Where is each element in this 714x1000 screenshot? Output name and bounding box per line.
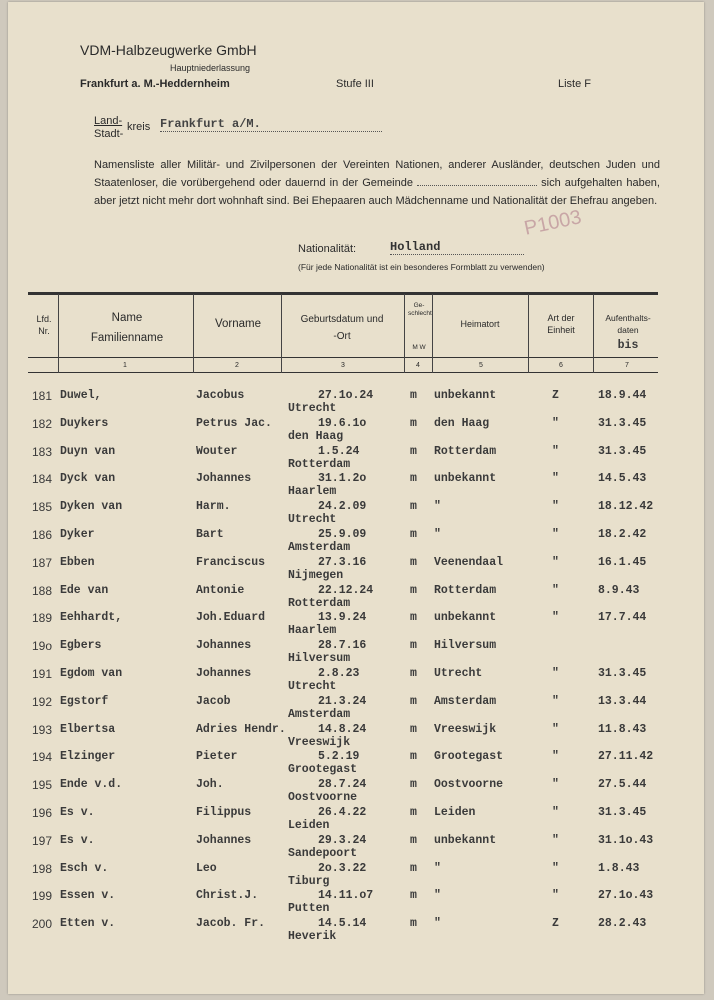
row-first-name: Christ.J.: [196, 889, 259, 903]
table-colnum-divider: [28, 372, 658, 373]
row-first-name: Jacob. Fr.: [196, 917, 266, 931]
row-first-name: Filippus: [196, 806, 252, 819]
gemeinde-blank: [417, 176, 537, 186]
row-birth-place: Leiden: [288, 819, 330, 832]
row-family-name: Duyn van: [60, 444, 116, 458]
colnum-1: 1: [123, 362, 127, 369]
row-first-name: Johannes: [196, 472, 252, 486]
row-unit-type: ": [552, 833, 559, 847]
row-home-town: unbekannt: [434, 611, 497, 625]
row-number: 194: [32, 750, 53, 765]
colnum-4: 4: [416, 362, 420, 369]
pencil-annotation: P1003: [522, 206, 584, 240]
row-sex: m: [410, 583, 417, 597]
row-birth-date: 21.3.24: [318, 694, 367, 708]
row-number: 185: [32, 500, 53, 515]
row-first-name: Leo: [196, 861, 217, 875]
row-stay-until: 28.2.43: [598, 917, 647, 931]
row-home-town: ": [434, 889, 441, 903]
row-birth-place: Rotterdam: [288, 596, 351, 610]
row-sex: m: [410, 389, 417, 402]
row-family-name: Egdom van: [60, 667, 123, 680]
row-birth-date: 2o.3.22: [318, 861, 367, 875]
colnum-2: 2: [235, 362, 239, 369]
row-unit-type: ": [552, 806, 559, 819]
row-number: 196: [32, 806, 53, 820]
row-stay-until: 27.11.42: [598, 750, 654, 764]
row-stay-until: 31.1o.43: [598, 833, 654, 847]
row-sex: m: [410, 833, 417, 847]
intro-paragraph: [94, 156, 660, 210]
row-stay-until: 31.3.45: [598, 444, 647, 458]
row-birth-place: Utrecht: [288, 680, 337, 693]
row-first-name: Pieter: [196, 750, 238, 764]
row-number: 182: [32, 416, 53, 431]
row-birth-date: 13.9.24: [318, 611, 367, 625]
row-home-town: Rotterdam: [434, 583, 497, 597]
row-birth-date: 2.8.23: [318, 667, 360, 680]
nationality-value: Holland: [390, 240, 524, 255]
col-divider-6: [528, 294, 529, 373]
row-birth-date: 14.8.24: [318, 722, 367, 736]
row-number: 192: [32, 694, 53, 709]
row-birth-place: Tiburg: [288, 874, 330, 888]
row-home-town: Oostvoorne: [434, 778, 504, 792]
row-birth-place: Nijmegen: [288, 568, 344, 582]
row-home-town: unbekannt: [434, 472, 497, 486]
nationality-label: Nationalität:: [298, 243, 357, 255]
row-birth-date: 19.6.1o: [318, 416, 367, 430]
kreis-value: Frankfurt a/M.: [160, 117, 382, 132]
row-unit-type: ": [552, 500, 559, 514]
row-birth-place: Putten: [288, 902, 330, 916]
row-number: 200: [32, 917, 53, 932]
row-unit-type: ": [552, 528, 559, 541]
row-number: 191: [32, 667, 53, 681]
row-stay-until: 18.12.42: [598, 500, 654, 514]
header-stay-bis: bis: [617, 339, 639, 352]
row-birth-date: 26.4.22: [318, 806, 367, 819]
row-stay-until: 18.9.44: [598, 389, 647, 402]
row-birth-place: Haarlem: [288, 624, 337, 638]
row-birth-date: 27.3.16: [318, 555, 367, 569]
row-number: 19o: [32, 639, 53, 654]
row-birth-place: Oostvoorne: [288, 791, 358, 805]
row-sex: m: [410, 611, 417, 625]
row-unit-type: ": [552, 583, 559, 597]
row-number: 187: [32, 555, 53, 570]
row-birth-place: Hilversum: [288, 652, 351, 666]
land-stadt-label: [94, 115, 123, 141]
colnum-3: 3: [341, 362, 345, 369]
row-first-name: Petrus Jac.: [196, 416, 272, 430]
row-stay-until: 18.2.42: [598, 528, 647, 541]
row-birth-place: Utrecht: [288, 402, 337, 415]
nationality-note: (Für jede Nationalität ist ein besonderes Formblatt zu verwenden): [298, 262, 545, 272]
row-first-name: Antonie: [196, 583, 245, 597]
row-birth-place: Grootegast: [288, 763, 358, 777]
row-birth-place: Haarlem: [288, 485, 337, 499]
colnum-7: 7: [625, 362, 629, 369]
row-first-name: Jacob: [196, 694, 231, 708]
row-home-town: Vreeswijk: [434, 722, 497, 736]
row-sex: m: [410, 917, 417, 931]
row-family-name: Duykers: [60, 416, 109, 430]
row-number: 188: [32, 583, 53, 598]
row-family-name: Es v.: [60, 806, 95, 819]
company-city: Frankfurt a. M.-Heddernheim: [80, 78, 230, 90]
row-unit-type: ": [552, 750, 559, 764]
header-unit: Art der Einheit: [547, 313, 575, 335]
row-stay-until: 31.3.45: [598, 416, 647, 430]
header-home: Heimatort: [460, 319, 500, 329]
row-birth-date: 31.1.2o: [318, 472, 367, 486]
row-family-name: Egbers: [60, 639, 102, 653]
intro-text-2: sich aufgehalten haben, aber jetzt nicht mehr dort wohnhaft sind. Bei Ehepaaren auch Mädchenname und Nationalität der Ehefrau angeben.: [94, 177, 660, 207]
row-birth-date: 29.3.24: [318, 833, 367, 847]
row-family-name: Duwel,: [60, 389, 102, 402]
row-family-name: Eehhardt,: [60, 611, 123, 625]
row-home-town: Hilversum: [434, 639, 497, 653]
row-first-name: Harm.: [196, 500, 231, 514]
colnum-5: 5: [479, 362, 483, 369]
header-birth: Geburtsdatum und -Ort: [300, 314, 384, 342]
row-first-name: Adries Hendr.: [196, 722, 286, 736]
row-unit-type: ": [552, 416, 559, 430]
row-home-town: Amsterdam: [434, 694, 497, 708]
row-unit-type: ": [552, 667, 559, 680]
header-sex: Ge-schlecht: [408, 302, 432, 317]
header-sex-mw: M W: [412, 344, 426, 351]
row-number: 183: [32, 444, 53, 459]
row-family-name: Essen v.: [60, 889, 116, 903]
row-birth-date: 27.1o.24: [318, 389, 374, 402]
row-home-town: ": [434, 917, 441, 931]
row-stay-until: 11.8.43: [598, 722, 647, 736]
row-family-name: Ebben: [60, 555, 95, 569]
col-divider-3: [281, 294, 282, 373]
land-label: Land-: [94, 115, 123, 127]
header-first: Vorname: [214, 318, 262, 330]
row-unit-type: ": [552, 472, 559, 486]
row-unit-type: ": [552, 611, 559, 625]
row-stay-until: 8.9.43: [598, 583, 640, 597]
row-home-town: Veenendaal: [434, 555, 504, 569]
row-first-name: Jacobus: [196, 389, 245, 402]
table-top-border: [28, 292, 658, 295]
row-family-name: Esch v.: [60, 861, 109, 875]
row-first-name: Bart: [196, 528, 224, 541]
row-stay-until: 13.3.44: [598, 694, 647, 708]
row-birth-place: Sandepoort: [288, 846, 358, 860]
intro-text-1: Namensliste aller Militär- und Zivilpersonen der Vereinten Nationen, anderer Ausländer, deutschen Juden und Staatenloser, die vorübergehend oder dauernd in der Gemeinde: [94, 159, 660, 189]
kreis-label: kreis: [127, 121, 151, 133]
row-stay-until: 27.1o.43: [598, 889, 654, 903]
stufe-label: Stufe III: [336, 78, 374, 90]
row-number: 186: [32, 528, 53, 542]
row-number: 181: [32, 389, 53, 403]
row-birth-date: 28.7.24: [318, 778, 367, 792]
row-birth-place: Rotterdam: [288, 457, 351, 471]
row-birth-date: 1.5.24: [318, 444, 360, 458]
row-number: 195: [32, 778, 53, 793]
row-first-name: Johannes: [196, 667, 252, 680]
row-sex: m: [410, 667, 417, 680]
row-birth-date: 24.2.09: [318, 500, 367, 514]
row-birth-place: Vreeswijk: [288, 735, 351, 749]
row-family-name: Egstorf: [60, 694, 109, 708]
row-birth-place: Amsterdam: [288, 541, 351, 554]
row-unit-type: ": [552, 889, 559, 903]
row-birth-date: 5.2.19: [318, 750, 360, 764]
row-home-town: Utrecht: [434, 667, 483, 680]
colnum-6: 6: [559, 362, 563, 369]
row-home-town: ": [434, 528, 441, 541]
row-family-name: Ende v.d.: [60, 778, 123, 792]
row-birth-date: 22.12.24: [318, 583, 374, 597]
row-birth-date: 25.9.09: [318, 528, 367, 541]
row-unit-type: ": [552, 861, 559, 875]
row-sex: m: [410, 722, 417, 736]
row-family-name: Dyck van: [60, 472, 116, 486]
liste-label: Liste F: [558, 78, 592, 90]
row-sex: m: [410, 555, 417, 569]
row-home-town: ": [434, 500, 441, 514]
row-home-town: Rotterdam: [434, 444, 497, 458]
row-stay-until: 31.3.45: [598, 806, 647, 819]
col-divider-5: [432, 294, 433, 373]
row-family-name: Elbertsa: [60, 722, 116, 736]
row-unit-type: ": [552, 555, 559, 569]
header-nr: Lfd. Nr.: [36, 314, 52, 336]
row-sex: m: [410, 806, 417, 819]
row-sex: m: [410, 750, 417, 764]
row-first-name: Joh.: [196, 778, 224, 792]
col-divider-2: [193, 294, 194, 373]
row-birth-date: 14.11.o7: [318, 889, 374, 903]
row-unit-type: Z: [552, 389, 559, 402]
row-first-name: Franciscus: [196, 555, 266, 569]
row-sex: m: [410, 694, 417, 708]
row-sex: m: [410, 639, 417, 653]
row-sex: m: [410, 444, 417, 458]
row-home-town: Grootegast: [434, 750, 504, 764]
row-family-name: Dyken van: [60, 500, 123, 514]
row-sex: m: [410, 500, 417, 514]
row-sex: m: [410, 861, 417, 875]
table-header-divider: [28, 357, 658, 358]
row-home-town: unbekannt: [434, 833, 497, 847]
row-sex: m: [410, 416, 417, 430]
row-unit-type: Z: [552, 917, 559, 931]
row-unit-type: ": [552, 722, 559, 736]
row-home-town: den Haag: [434, 416, 490, 430]
row-family-name: Etten v.: [60, 917, 116, 931]
row-sex: m: [410, 528, 417, 541]
row-stay-until: 27.5.44: [598, 778, 647, 792]
row-family-name: Dyker: [60, 528, 95, 541]
row-home-town: ": [434, 861, 441, 875]
row-family-name: Es v.: [60, 833, 95, 847]
row-unit-type: ": [552, 444, 559, 458]
row-first-name: Joh.Eduard: [196, 611, 266, 625]
col-divider-1: [58, 294, 59, 373]
row-number: 184: [32, 472, 53, 487]
header-stay: Aufenthalts-daten: [605, 313, 651, 335]
company-name: VDM-Halbzeugwerke GmbH: [80, 42, 257, 58]
row-birth-place: den Haag: [288, 429, 344, 443]
row-sex: m: [410, 889, 417, 903]
row-stay-until: 14.5.43: [598, 472, 647, 486]
row-number: 199: [32, 889, 53, 904]
col-divider-7: [593, 294, 594, 373]
row-birth-place: Heverik: [288, 930, 337, 944]
row-birth-date: 28.7.16: [318, 639, 367, 653]
row-birth-place: Amsterdam: [288, 707, 351, 721]
header-family: Name Familienname: [90, 312, 164, 344]
row-first-name: Johannes: [196, 833, 252, 847]
row-first-name: Wouter: [196, 444, 238, 458]
row-number: 193: [32, 722, 53, 737]
stadt-label: Stadt-: [94, 128, 124, 140]
row-first-name: Johannes: [196, 639, 252, 653]
row-birth-date: 14.5.14: [318, 917, 367, 931]
row-family-name: Elzinger: [60, 750, 116, 764]
row-number: 198: [32, 861, 53, 876]
row-home-town: Leiden: [434, 806, 476, 819]
row-birth-place: Utrecht: [288, 513, 337, 527]
row-number: 189: [32, 611, 53, 626]
row-stay-until: 17.7.44: [598, 611, 647, 625]
row-sex: m: [410, 778, 417, 792]
row-home-town: unbekannt: [434, 389, 497, 402]
row-unit-type: ": [552, 694, 559, 708]
row-unit-type: ": [552, 778, 559, 792]
row-sex: m: [410, 472, 417, 486]
row-family-name: Ede van: [60, 583, 109, 597]
row-stay-until: 1.8.43: [598, 861, 640, 875]
row-stay-until: 16.1.45: [598, 555, 647, 569]
row-number: 197: [32, 833, 53, 848]
row-stay-until: 31.3.45: [598, 667, 647, 680]
company-subtitle: Hauptniederlassung: [170, 63, 251, 73]
